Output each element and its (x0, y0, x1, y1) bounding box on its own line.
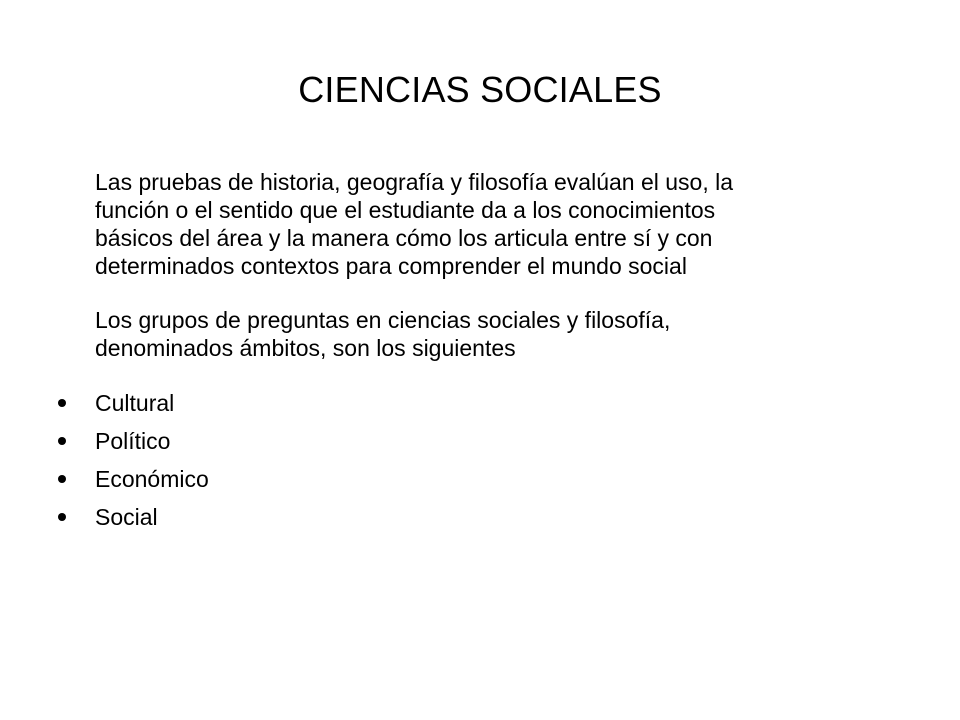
paragraph-line: Los grupos de preguntas en ciencias sociales y filosofía, (95, 307, 671, 333)
list-item (48, 384, 908, 422)
paragraph-evaluation (48, 168, 908, 280)
bullet-icon (58, 437, 66, 445)
list-item (48, 460, 908, 498)
bullet-label: Social (95, 504, 158, 530)
paragraph-line: denominados ámbitos, son los siguientes (95, 335, 516, 361)
bullet-list (48, 384, 908, 536)
paragraph-line: determinados contextos para comprender el mundo social (95, 253, 687, 279)
slide-title: CIENCIAS SOCIALES (298, 69, 662, 110)
bullet-label: Económico (95, 466, 209, 492)
paragraph-line: básicos del área y la manera cómo los articula entre sí y con (95, 225, 713, 251)
paragraph-line: función o el sentido que el estudiante da a los conocimientos (95, 197, 716, 223)
bullet-label: Político (95, 428, 171, 454)
bullet-icon (58, 399, 66, 407)
paragraph-line: Las pruebas de historia, geografía y filosofía evalúan el uso, la (95, 169, 734, 195)
list-item (48, 422, 908, 460)
bullet-label: Cultural (95, 390, 175, 416)
list-item (48, 498, 908, 536)
slide-body (48, 168, 908, 536)
paragraph-groups (48, 306, 908, 362)
bullet-icon (58, 475, 66, 483)
bullet-icon (58, 513, 66, 521)
